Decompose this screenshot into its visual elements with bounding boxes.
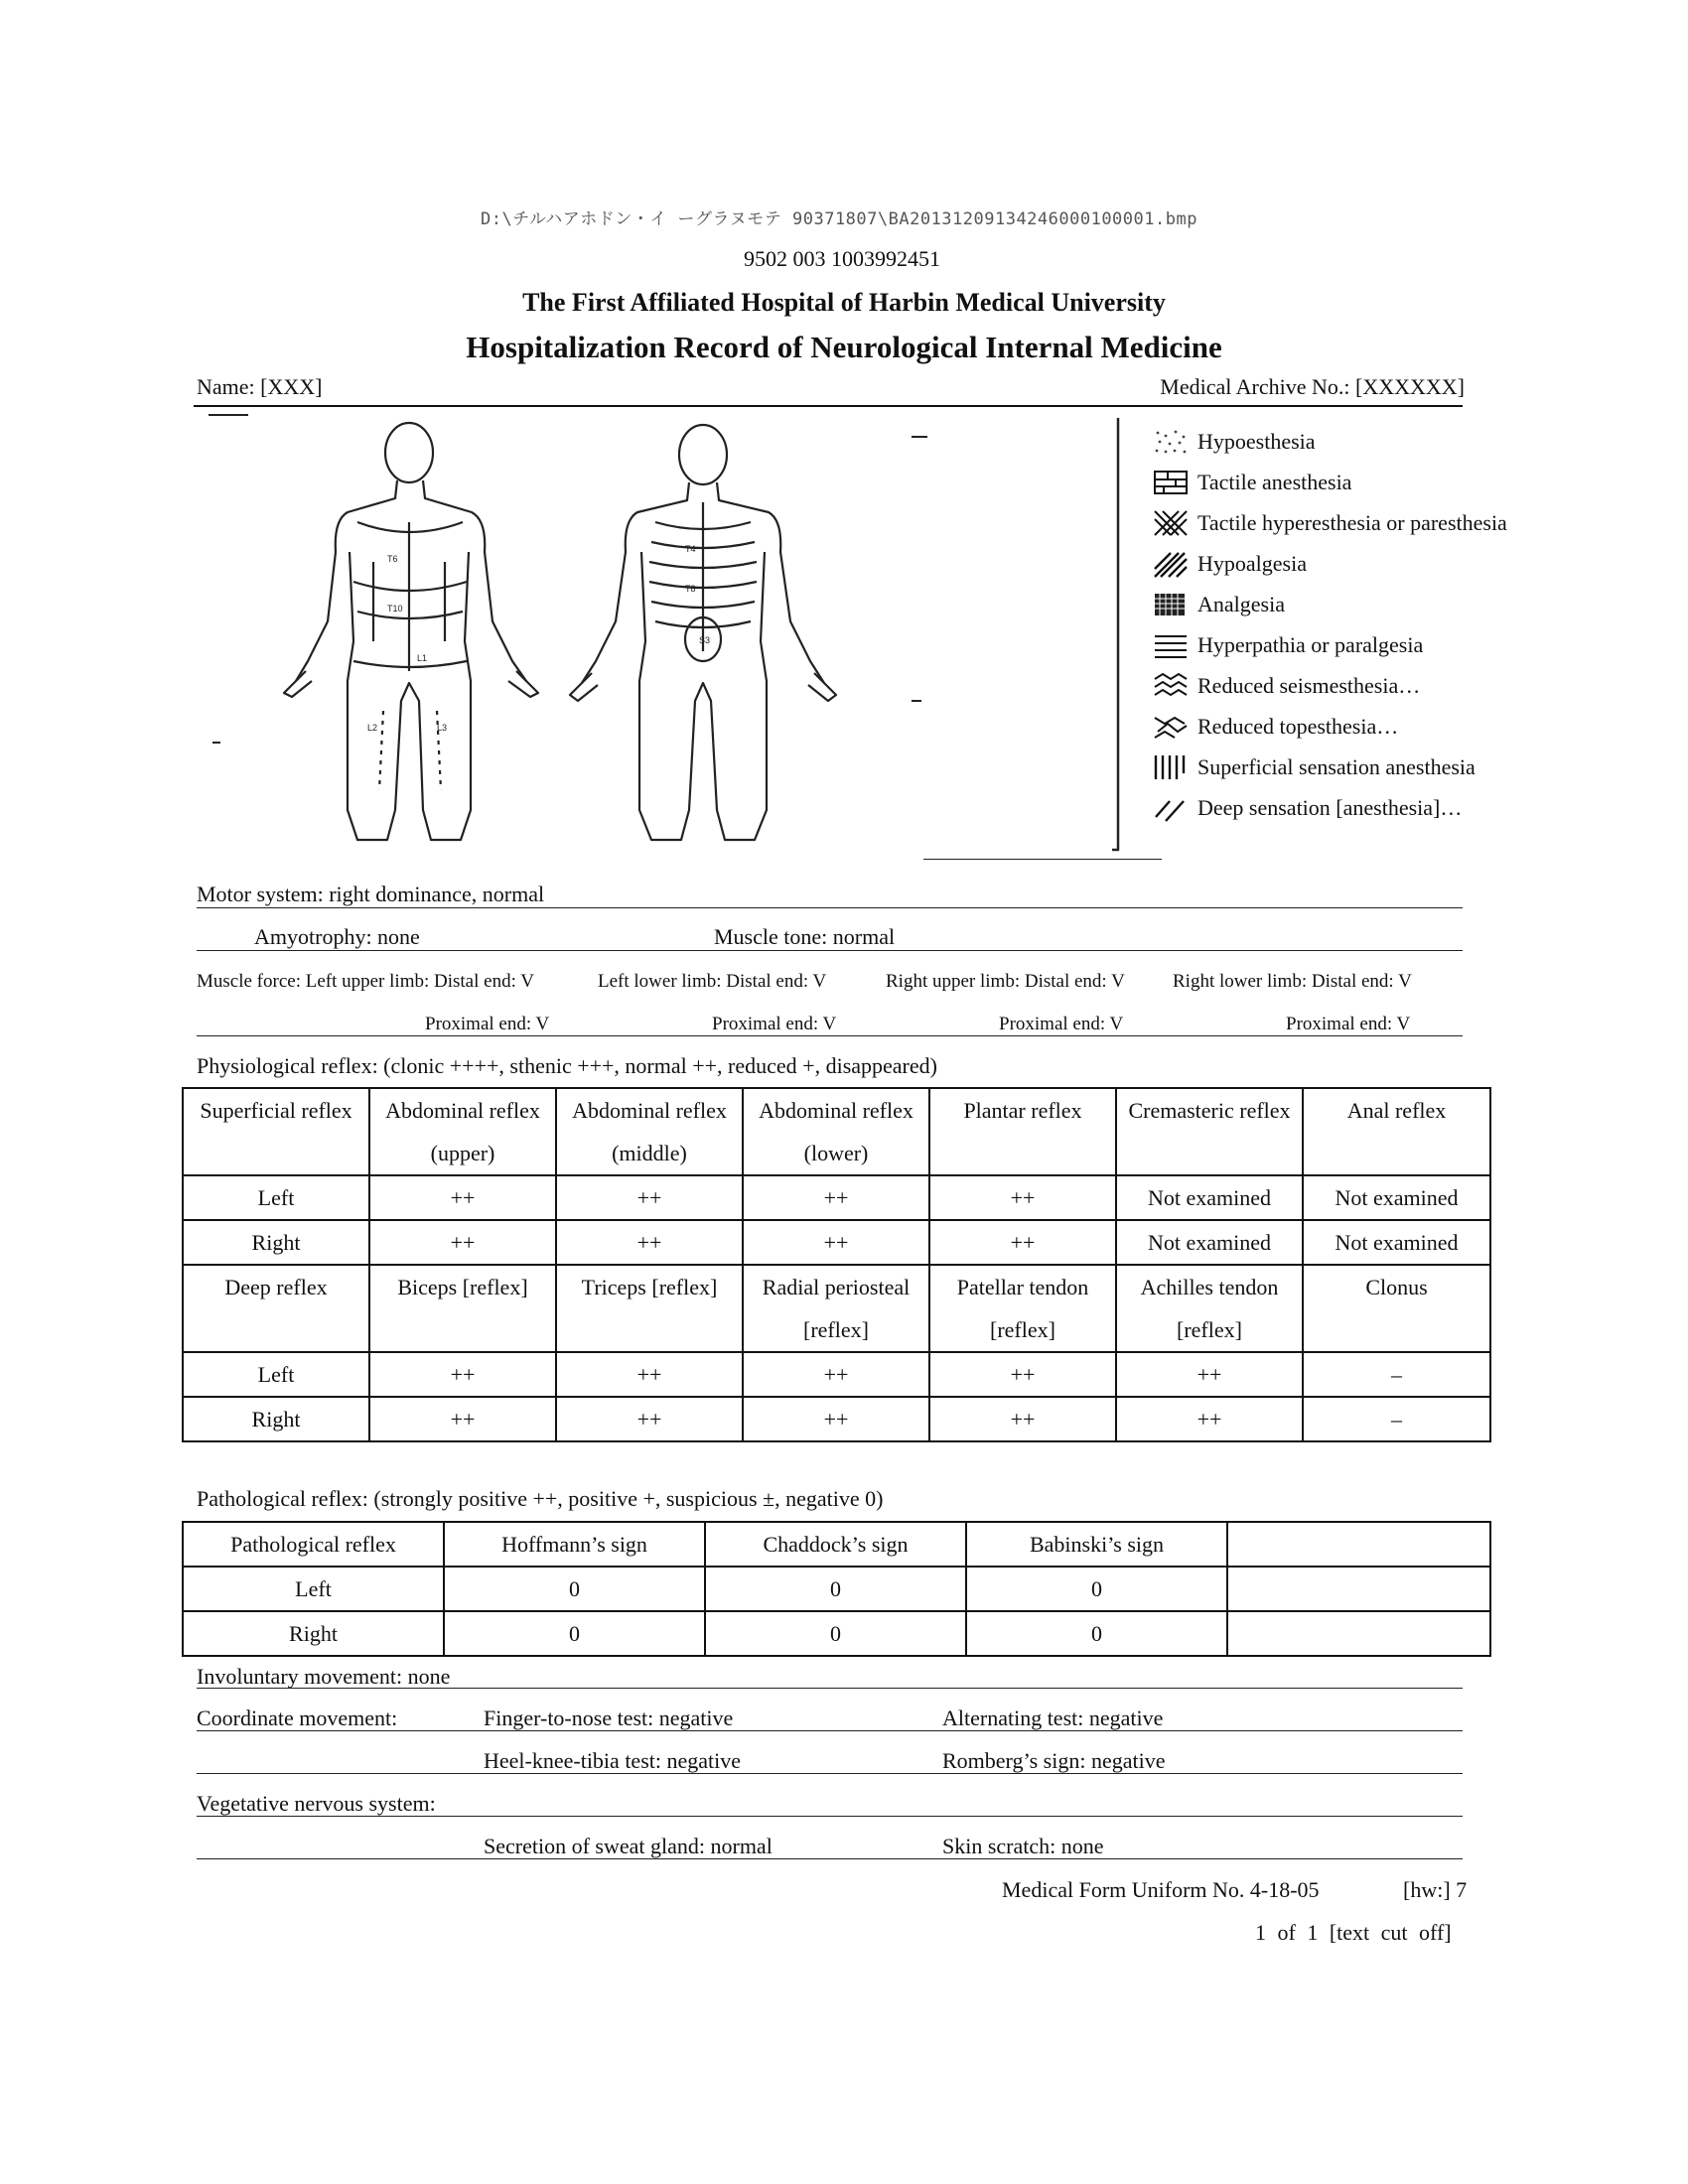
legend-label: Tactile anesthesia <box>1197 470 1352 494</box>
legend-hypoesthesia <box>1152 427 1316 457</box>
alternating-test: Alternating test: negative <box>942 1706 1164 1730</box>
legend-deep-sensation <box>1152 793 1462 823</box>
header-rule <box>194 405 1463 407</box>
legend-hypoalgesia <box>1152 549 1307 579</box>
table-cell: ++ <box>743 1220 929 1265</box>
amyotrophy: Amyotrophy: none <box>254 924 420 949</box>
svg-text:T10: T10 <box>387 604 403 614</box>
table-cell: Not examined <box>1303 1220 1490 1265</box>
document-number: 9502 003 1003992451 <box>744 246 940 271</box>
table-cell: Cremasteric reflex <box>1116 1088 1303 1175</box>
table-cell: Radial periosteal [reflex] <box>743 1265 929 1352</box>
table-cell: ++ <box>929 1397 1116 1441</box>
legend-tactile-anesthesia <box>1152 468 1351 497</box>
table-cell: – <box>1303 1397 1490 1441</box>
table-cell: ++ <box>1116 1397 1303 1441</box>
table-cell: ++ <box>929 1352 1116 1397</box>
table-cell: Deep reflex <box>183 1265 369 1352</box>
table-row <box>183 1611 1490 1656</box>
table-cell: ++ <box>929 1175 1116 1220</box>
table-cell: ++ <box>1116 1352 1303 1397</box>
muscle-force-right-upper: Right upper limb: Distal end: V <box>886 971 1125 992</box>
legend-analgesia <box>1152 590 1285 619</box>
svg-text:S3: S3 <box>699 635 711 645</box>
physiological-reflex-caption: Physiological reflex: (clonic ++++, sthenic +++, normal ++, reduced +, disappeared) <box>197 1053 937 1078</box>
table-cell: Left <box>183 1175 369 1220</box>
patient-name: Name: [XXX] <box>197 374 323 399</box>
table-cell: ++ <box>556 1220 743 1265</box>
table-row <box>183 1088 1490 1175</box>
romberg-sign: Romberg’s sign: negative <box>942 1748 1166 1773</box>
table-cell: 0 <box>966 1567 1227 1611</box>
table-cell: Plantar reflex <box>929 1088 1116 1175</box>
field-rule <box>197 1816 1463 1817</box>
table-cell: Left <box>183 1567 444 1611</box>
involuntary-movement: Involuntary movement: none <box>197 1664 451 1689</box>
svg-text:L2: L2 <box>367 723 378 733</box>
field-rule <box>197 1688 1463 1689</box>
proximal-right-upper: Proximal end: V <box>999 1014 1124 1034</box>
field-rule <box>197 950 1463 951</box>
vegetative-nervous-system: Vegetative nervous system: <box>197 1791 436 1816</box>
table-cell: ++ <box>556 1352 743 1397</box>
horizontal-lines-icon <box>1152 630 1190 660</box>
table-cell: Biceps [reflex] <box>369 1265 556 1352</box>
table-row <box>183 1220 1490 1265</box>
table-cell: Right <box>183 1397 369 1441</box>
table-cell <box>1227 1567 1490 1611</box>
form-uniform-number: Medical Form Uniform No. 4-18-05 <box>1002 1877 1320 1902</box>
dots-pattern-icon <box>1152 427 1190 457</box>
svg-text:T6: T6 <box>387 554 398 564</box>
legend-reduced-topesthesia <box>1152 712 1398 742</box>
table-cell: ++ <box>929 1220 1116 1265</box>
page-indicator: 1 of 1 [text cut off] <box>1255 1920 1452 1945</box>
table-cell: ++ <box>369 1220 556 1265</box>
svg-text:L1: L1 <box>417 653 428 663</box>
table-cell: Superficial reflex <box>183 1088 369 1175</box>
dermatome-diagram <box>189 413 1162 860</box>
table-cell: Triceps [reflex] <box>556 1265 743 1352</box>
table-cell: Pathological reflex <box>183 1522 444 1567</box>
muscle-force-left-lower: Left lower limb: Distal end: V <box>598 971 827 992</box>
legend-label: Superficial sensation anesthesia <box>1197 754 1476 779</box>
table-cell: ++ <box>556 1175 743 1220</box>
legend-label: Deep sensation [anesthesia]… <box>1197 795 1463 820</box>
table-cell: Right <box>183 1220 369 1265</box>
table-cell: Right <box>183 1611 444 1656</box>
coordinate-movement-label: Coordinate movement: <box>197 1706 398 1730</box>
field-rule <box>197 1730 1463 1731</box>
skin-scratch: Skin scratch: none <box>942 1834 1104 1858</box>
table-cell: Left <box>183 1352 369 1397</box>
muscle-tone: Muscle tone: normal <box>714 924 896 949</box>
table-cell: Abdominal reflex (middle) <box>556 1088 743 1175</box>
table-cell: 0 <box>444 1611 705 1656</box>
back-body-figure <box>570 425 836 840</box>
double-slash-icon <box>1152 793 1190 823</box>
proximal-left-upper: Proximal end: V <box>425 1014 550 1034</box>
legend-label: Hypoalgesia <box>1197 551 1307 576</box>
table-cell: 0 <box>966 1611 1227 1656</box>
diagonal-hatch-icon <box>1152 549 1190 579</box>
zigzag-cross-icon <box>1152 712 1190 742</box>
table-cell: ++ <box>369 1352 556 1397</box>
table-cell: Anal reflex <box>1303 1088 1490 1175</box>
table-cell: Not examined <box>1116 1175 1303 1220</box>
proximal-right-lower: Proximal end: V <box>1286 1014 1411 1034</box>
finger-to-nose-test: Finger-to-nose test: negative <box>484 1706 734 1730</box>
proximal-left-lower: Proximal end: V <box>712 1014 837 1034</box>
handwritten-note: [hw:] 7 <box>1403 1877 1468 1902</box>
table-cell: Abdominal reflex (upper) <box>369 1088 556 1175</box>
svg-text:T8: T8 <box>685 584 696 594</box>
table-cell: Babinski’s sign <box>966 1522 1227 1567</box>
zigzag-icon <box>1152 671 1190 701</box>
table-row <box>183 1175 1490 1220</box>
field-rule <box>197 907 1463 908</box>
muscle-force-left-upper: Muscle force: Left upper limb: Distal end: V <box>197 971 534 992</box>
cross-hatch-icon <box>1152 508 1190 538</box>
heel-knee-tibia-test: Heel-knee-tibia test: negative <box>484 1748 741 1773</box>
table-cell: Achilles tendon [reflex] <box>1116 1265 1303 1352</box>
table-cell: ++ <box>743 1397 929 1441</box>
muscle-force-right-lower: Right lower limb: Distal end: V <box>1173 971 1412 992</box>
svg-text:L3: L3 <box>437 723 448 733</box>
table-row <box>183 1397 1490 1441</box>
record-title: Hospitalization Record of Neurological Internal Medicine <box>466 330 1222 364</box>
legend-reduced-seismesthesia <box>1152 671 1420 701</box>
table-cell <box>1227 1611 1490 1656</box>
table-cell: Chaddock’s sign <box>705 1522 966 1567</box>
motor-system: Motor system: right dominance, normal <box>197 882 545 906</box>
table-cell: 0 <box>705 1611 966 1656</box>
table-row <box>183 1352 1490 1397</box>
legend-label: Hypoesthesia <box>1197 429 1316 454</box>
table-cell: ++ <box>556 1397 743 1441</box>
brick-pattern-icon <box>1152 468 1190 497</box>
table-cell: 0 <box>444 1567 705 1611</box>
front-body-figure <box>284 423 538 840</box>
table-cell <box>1227 1522 1490 1567</box>
table-cell: Not examined <box>1116 1220 1303 1265</box>
dense-grid-icon <box>1152 590 1190 619</box>
pathological-reflex-caption: Pathological reflex: (strongly positive ++, positive +, suspicious ±, negative 0) <box>197 1486 884 1511</box>
physiological-reflex-table <box>182 1087 1491 1442</box>
table-cell: ++ <box>369 1397 556 1441</box>
legend-label: Hyperpathia or paralgesia <box>1197 632 1424 657</box>
medical-archive-number: Medical Archive No.: [XXXXXX] <box>1160 374 1465 399</box>
table-row <box>183 1567 1490 1611</box>
sweat-gland-secretion: Secretion of sweat gland: normal <box>484 1834 773 1858</box>
table-cell: Abdominal reflex (lower) <box>743 1088 929 1175</box>
table-cell: ++ <box>743 1175 929 1220</box>
legend-superficial-sensation-anesthesia <box>1152 752 1476 782</box>
svg-text:T4: T4 <box>685 544 696 554</box>
table-cell: – <box>1303 1352 1490 1397</box>
table-cell: Hoffmann’s sign <box>444 1522 705 1567</box>
table-cell: Not examined <box>1303 1175 1490 1220</box>
table-cell: ++ <box>369 1175 556 1220</box>
vertical-lines-icon <box>1152 752 1190 782</box>
pathological-reflex-table <box>182 1521 1491 1657</box>
field-rule <box>197 1858 1463 1859</box>
legend-label: Reduced seismesthesia… <box>1197 673 1421 698</box>
table-row <box>183 1265 1490 1352</box>
legend-tactile-hyperesthesia <box>1152 508 1507 538</box>
table-cell: Clonus <box>1303 1265 1490 1352</box>
table-row <box>183 1522 1490 1567</box>
table-cell: 0 <box>705 1567 966 1611</box>
field-rule <box>197 1035 1463 1036</box>
file-path: D:\チルハアホドン・イ ーグラヌモテ 90371807\BA20131209134246000100001.bmp <box>481 209 1197 229</box>
table-cell: ++ <box>743 1352 929 1397</box>
legend-label: Tactile hyperesthesia or paresthesia <box>1197 510 1507 535</box>
hospital-name: The First Affiliated Hospital of Harbin Medical University <box>522 288 1166 317</box>
legend-hyperpathia <box>1152 630 1423 660</box>
legend-label: Reduced topesthesia… <box>1197 714 1399 739</box>
table-cell: Patellar tendon [reflex] <box>929 1265 1116 1352</box>
legend-label: Analgesia <box>1197 592 1285 616</box>
field-rule <box>197 1773 1463 1774</box>
body-figures-illustration <box>189 413 1162 860</box>
